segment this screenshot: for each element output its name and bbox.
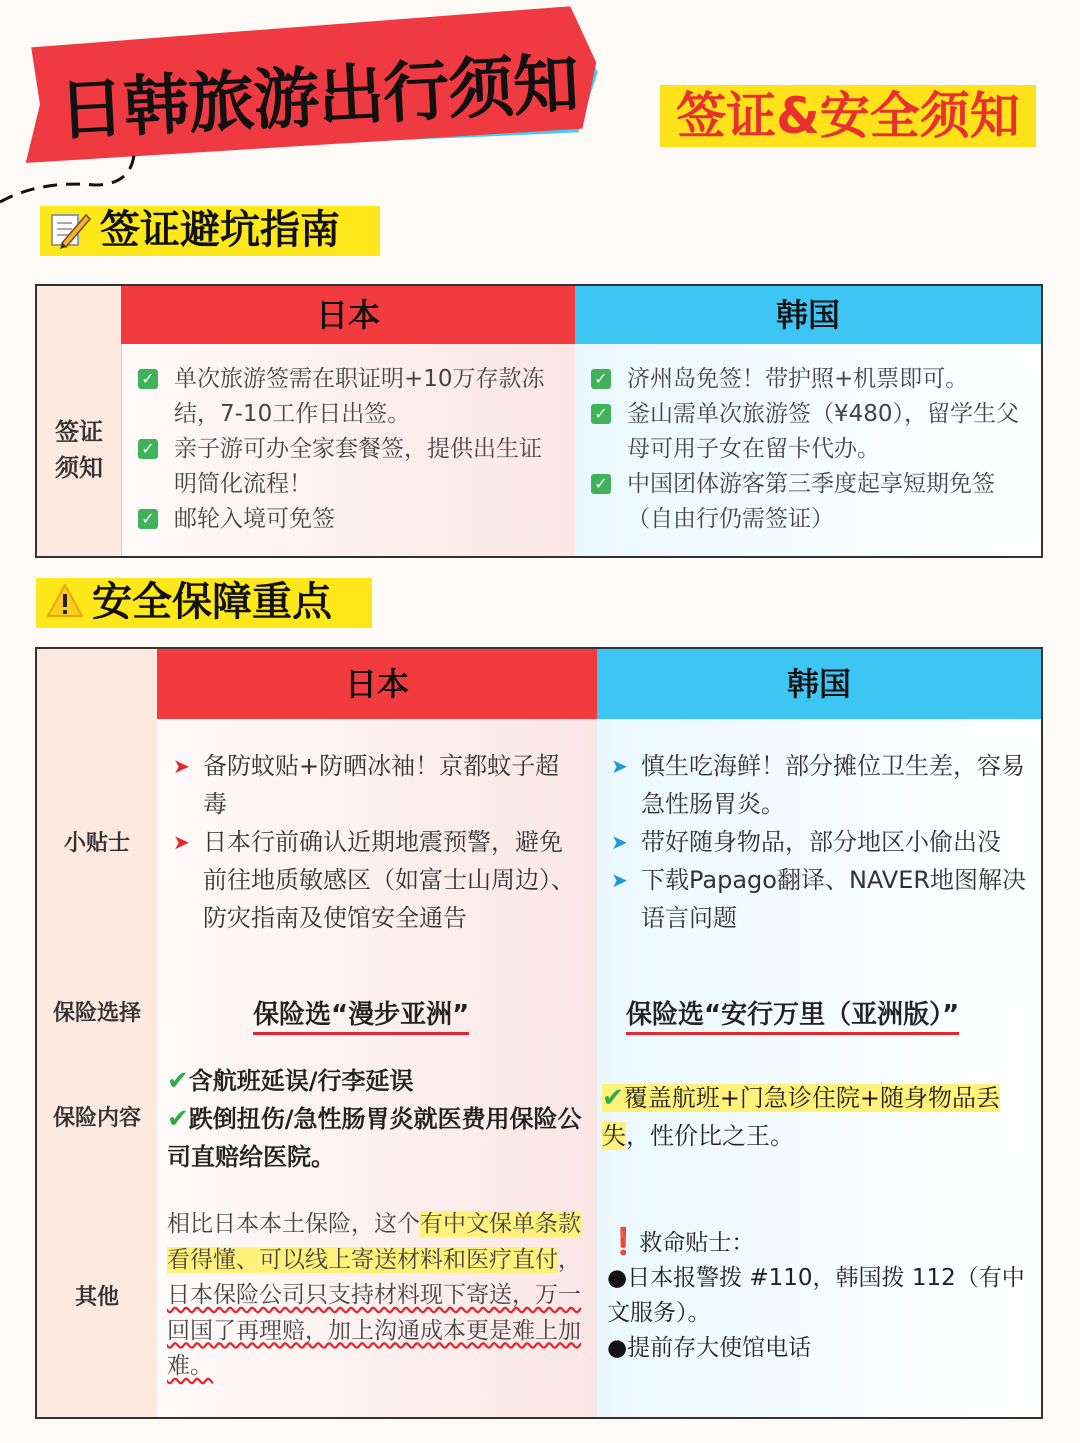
arrow-bullet-icon: ➤ (611, 868, 628, 892)
insurance-choice-label-text: 保险选择 (52, 1001, 141, 1026)
insurance-jp-line-2: 跌倒扭伤/急性肠胃炎就医费用保险公司直赔给医院。 (167, 1105, 582, 1171)
tips-label (37, 719, 157, 965)
visa-header-japan-label: 日本 (315, 296, 380, 334)
other-jp-highlight: 有中文保单条款看得懂、可以线上寄送材料和医疗直付 (167, 1211, 581, 1273)
other-jp-intro: 相比日本本土保险，这个 (167, 1211, 420, 1237)
visa-japan-item (138, 502, 546, 537)
tips-korea-item (611, 861, 1036, 937)
insurance-choice-japan-text: 保险选“漫步亚洲” (253, 1000, 469, 1035)
insurance-content-label (37, 1059, 157, 1175)
safety-header-korea (597, 649, 1041, 719)
visa-header-korea-label: 韩国 (775, 296, 840, 334)
other-kr-line-2: 提前存大使馆电话 (627, 1335, 812, 1361)
arrow-bullet-icon: ➤ (611, 754, 628, 778)
arrow-bullet-icon: ➤ (611, 830, 628, 854)
dashed-connector (0, 140, 140, 210)
safety-corner (37, 649, 157, 719)
memo-pencil-icon (48, 209, 92, 249)
visa-header-korea (575, 286, 1041, 344)
safety-section-title (36, 578, 372, 628)
checkbox-icon: ✓ (591, 404, 611, 424)
bullet-icon: ● (607, 1265, 628, 1291)
tips-japan-item (173, 747, 583, 823)
insurance-content-japan (167, 1062, 595, 1176)
tips-label-text: 小贴士 (63, 831, 130, 856)
visa-korea-item (591, 467, 1033, 537)
tips-japan-item (173, 823, 583, 937)
insurance-choice-korea (626, 994, 959, 1031)
insurance-content-korea (602, 1079, 1032, 1155)
safety-header-japan-label: 日本 (344, 665, 409, 703)
tips-korea-item-text: 下载Papago翻译、NAVER地图解决语言问题 (641, 866, 1027, 932)
checkbox-icon: ✓ (138, 439, 158, 459)
tips-japan-list (173, 747, 583, 937)
insurance-content-label-text: 保险内容 (52, 1106, 141, 1131)
other-label (37, 1174, 157, 1417)
visa-japan-item (138, 362, 546, 432)
tips-korea-item (611, 747, 1036, 823)
visa-japan-item-text: 单次旅游签需在职证明+10万存款冻结，7-10工作日出签。 (174, 366, 545, 427)
other-jp-comma: ， (558, 1246, 581, 1273)
visa-korea-item-text: 济州岛免签！带护照+机票即可。 (627, 366, 969, 392)
visa-japan-item (138, 432, 546, 502)
arrow-bullet-icon: ➤ (173, 754, 190, 778)
visa-japan-cell (121, 344, 577, 556)
insurance-choice-korea-text: 保险选“安行万里（亚洲版）” (626, 1000, 959, 1035)
insurance-kr-rest: ，性价比之王。 (626, 1122, 794, 1150)
checkbox-icon: ✓ (138, 509, 158, 529)
checkbox-icon: ✓ (591, 369, 611, 389)
visa-row-label-text: 签证须知 (55, 418, 103, 482)
tips-korea-item-text: 带好随身物品，部分地区小偷出没 (641, 828, 1001, 856)
main-title: 日韩旅游出行须知 (56, 45, 580, 150)
checkbox-icon: ✓ (591, 474, 611, 494)
tips-japan-item-text: 备防蚊贴+防晒冰袖！京都蚊子超毒 (203, 752, 560, 818)
tips-japan-item-text: 日本行前确认近期地震预警，避免前往地质敏感区（如富士山周边）、防灾指南及使馆安全通告 (203, 828, 575, 932)
visa-korea-item (591, 397, 1033, 467)
visa-header-japan (121, 286, 575, 344)
visa-korea-item-text: 釜山需单次旅游签（¥480），留学生父母可用子女在留卡代办。 (627, 401, 1020, 462)
check-mark-icon: ✔ (602, 1083, 624, 1113)
exclamation-icon: ❗ (607, 1227, 640, 1257)
bullet-icon: ● (607, 1335, 628, 1361)
safety-header-korea-label: 韩国 (786, 665, 851, 703)
warning-icon (46, 582, 84, 620)
visa-korea-item-text: 中国团体游客第三季度起享短期免签（自由行仍需签证） (627, 471, 995, 532)
safety-section-label: 安全保障重点 (92, 579, 332, 625)
insurance-choice-japan (253, 994, 469, 1031)
insurance-choice-label (37, 964, 157, 1060)
safety-header-japan (157, 649, 597, 719)
insurance-jp-line-1: 含航班延误/行李延误 (188, 1067, 414, 1095)
visa-section-label: 签证避坑指南 (100, 207, 340, 253)
arrow-bullet-icon: ➤ (173, 830, 190, 854)
visa-row-label (37, 344, 121, 556)
visa-table (35, 284, 1043, 558)
visa-section-title (40, 206, 380, 256)
tips-korea-item-text: 慎生吃海鲜！部分摊位卫生差，容易急性肠胃炎。 (641, 752, 1025, 818)
other-jp-wavy: 日本保险公司只支持材料现下寄送，万一回国了再理赔，加上沟通成本更是难上加难。 (167, 1282, 581, 1379)
visa-korea-item (591, 362, 1033, 397)
visa-japan-item-text: 邮轮入境可免签 (174, 506, 335, 532)
other-label-text: 其他 (74, 1285, 119, 1310)
safety-table (35, 647, 1043, 1419)
check-mark-icon: ✔ (167, 1104, 189, 1134)
visa-corner (37, 286, 121, 344)
checkbox-icon: ✓ (138, 369, 158, 389)
tips-korea-item (611, 823, 1036, 861)
other-korea (607, 1225, 1032, 1366)
insurance-kr-highlight: 覆盖航班+门急诊住院+随身物品丢失 (602, 1084, 1001, 1150)
visa-korea-cell (575, 344, 1041, 556)
other-kr-line-1: 日本报警拨 #110，韩国拨 112（有中文服务）。 (607, 1265, 1025, 1326)
check-mark-icon: ✔ (167, 1066, 189, 1096)
sub-title: 签证&安全须知 (660, 85, 1036, 147)
visa-japan-item-text: 亲子游可办全家套餐签，提供出生证明简化流程！ (174, 436, 542, 497)
tips-korea-list (611, 747, 1036, 937)
other-kr-title: 救命贴士： (639, 1230, 755, 1256)
other-japan (167, 1207, 591, 1385)
